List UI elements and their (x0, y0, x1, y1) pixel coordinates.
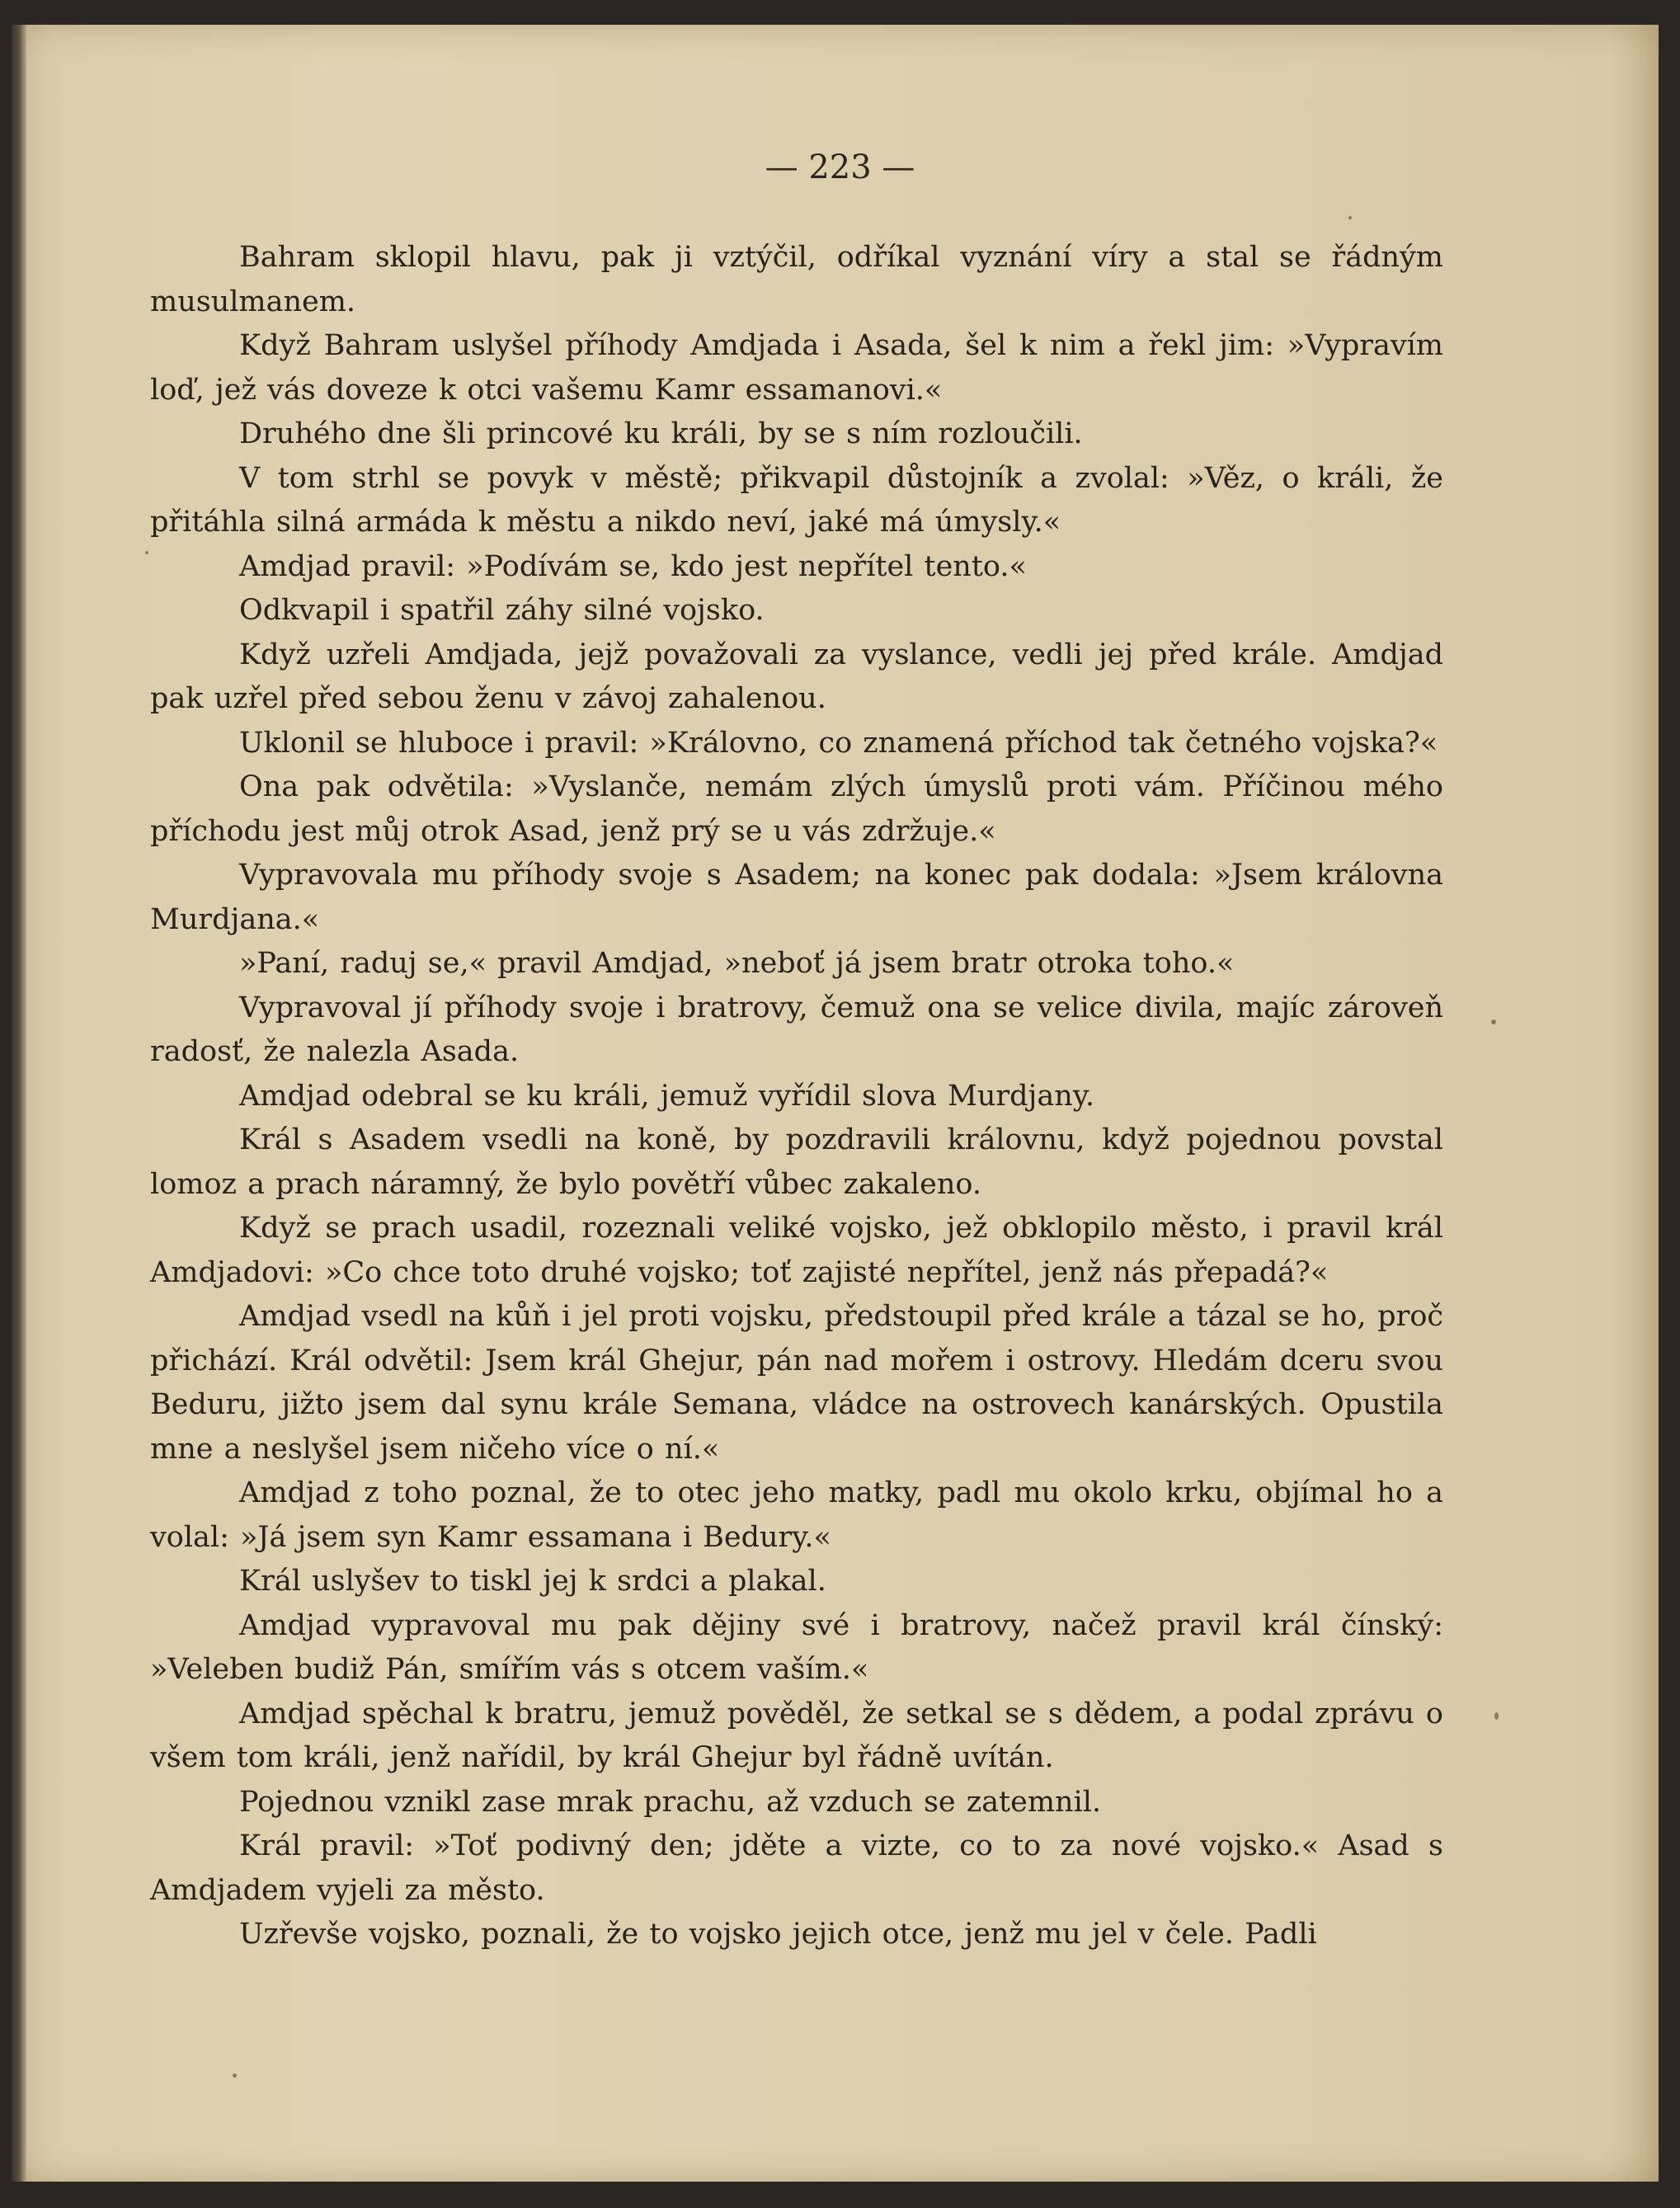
page-body (150, 236, 1443, 1957)
paragraph: Vypravovala mu příhody svoje s Asadem; na konec pak dodala: »Jsem královna Murdjana.« (150, 859, 1443, 936)
paragraph: Král s Asadem vsedli na koně, by pozdravili královnu, když pojednou povstal lomoz a prach náramný, že bylo povětří vůbec zakaleno. (150, 1123, 1443, 1201)
paragraph: Amdjad odebral se ku králi, jemuž vyřídil slova Murdjany. (239, 1079, 1095, 1113)
paragraph: Amdjad pravil: »Podívám se, kdo jest nepřítel tento.« (239, 549, 1027, 583)
paragraph: Amdjad spěchal k bratru, jemuž pověděl, že setkal se s dědem, a podal zprávu o všem tom králi, jenž nařídil, by král Ghejur byl řádně uvítán. (150, 1697, 1443, 1774)
book-spine-edge (12, 25, 26, 2182)
paragraph: »Paní, raduj se,« pravil Amdjad, »neboť já jsem bratr otroka toho.« (239, 947, 1235, 980)
paragraph: Amdjad vsedl na kůň i jel proti vojsku, předstoupil před krále a tázal se ho, proč přichází. Král odvětil: Jsem král Ghejur, pán nad mořem i ostrovy. Hledám dceru svou Beduru, jižto jsem dal synu krále Semana, vládce na ostrovech kanárských. Opustila mne a neslyšel jsem ničeho více o ní.« (150, 1300, 1443, 1466)
paper-speck (145, 551, 148, 554)
paragraph: Když se prach usadil, rozeznali veliké vojsko, jež obklopilo město, i pravil král Amdjadovi: »Co chce toto druhé vojsko; toť zajisté nepřítel, jenž nás přepadá?« (150, 1212, 1443, 1289)
paper-speck (233, 2074, 237, 2078)
paper-speck (1491, 1019, 1496, 1024)
paper-speck (1494, 1712, 1499, 1720)
paragraph: Král pravil: »Toť podivný den; jděte a vizte, co to za nové vojsko.« Asad s Amdjadem vyjeli za město. (150, 1829, 1443, 1907)
paragraph: Ona pak odvětila: »Vyslanče, nemám zlých úmyslů proti vám. Příčinou mého příchodu jest můj otrok Asad, jenž prý se u vás zdržuje.« (150, 770, 1443, 848)
paragraph: Amdjad vypravoval mu pak dějiny své i bratrovy, načež pravil král čínský: »Veleben budiž Pán, smířím vás s otcem vaším.« (150, 1608, 1443, 1686)
paragraph: Král uslyšev to tiskl jej k srdci a plakal. (239, 1565, 826, 1598)
paragraph: Druhého dne šli princové ku králi, by se s ním rozloučili. (239, 417, 1083, 450)
paragraph: Uzřevše vojsko, poznali, že to vojsko jejich otce, jenž mu jel v čele. Padli (239, 1918, 1317, 1951)
paragraph: Uklonil se hluboce i pravil: »Královno, co znamená příchod tak četného vojska?« (239, 726, 1438, 760)
paragraph: Bahram sklopil hlavu, pak ji vztýčil, odříkal vyznání víry a stal se řádným musulmanem. (150, 241, 1443, 318)
paragraph: V tom strhl se povyk v městě; přikvapil důstojník a zvolal: »Věz, o králi, že přitáhla silná armáda k městu a nikdo neví, jaké má úmysly.« (150, 461, 1443, 539)
paragraph: Pojednou vznikl zase mrak prachu, až vzduch se zatemnil. (239, 1785, 1102, 1819)
paragraph: Vypravoval jí příhody svoje i bratrovy, čemuž ona se velice divila, majíc zároveň radosť, že nalezla Asada. (150, 991, 1443, 1068)
paper-speck (1348, 216, 1352, 219)
page-number: — 223 — (765, 148, 915, 186)
paragraph: Když uzřeli Amdjada, jejž považovali za vyslance, vedli jej před krále. Amdjad pak uzřel před sebou ženu v závoj zahalenou. (150, 638, 1443, 715)
paragraph: Odkvapil i spatřil záhy silné vojsko. (239, 594, 765, 627)
paragraph: Amdjad z toho poznal, že to otec jeho matky, padl mu okolo krku, objímal ho a volal: »Já jsem syn Kamr essamana i Bedury.« (150, 1476, 1443, 1554)
paragraph: Když Bahram uslyšel příhody Amdjada i Asada, šel k nim a řekl jim: »Vypravím loď, jež vás doveze k otci vašemu Kamr essamanovi.« (150, 329, 1443, 407)
